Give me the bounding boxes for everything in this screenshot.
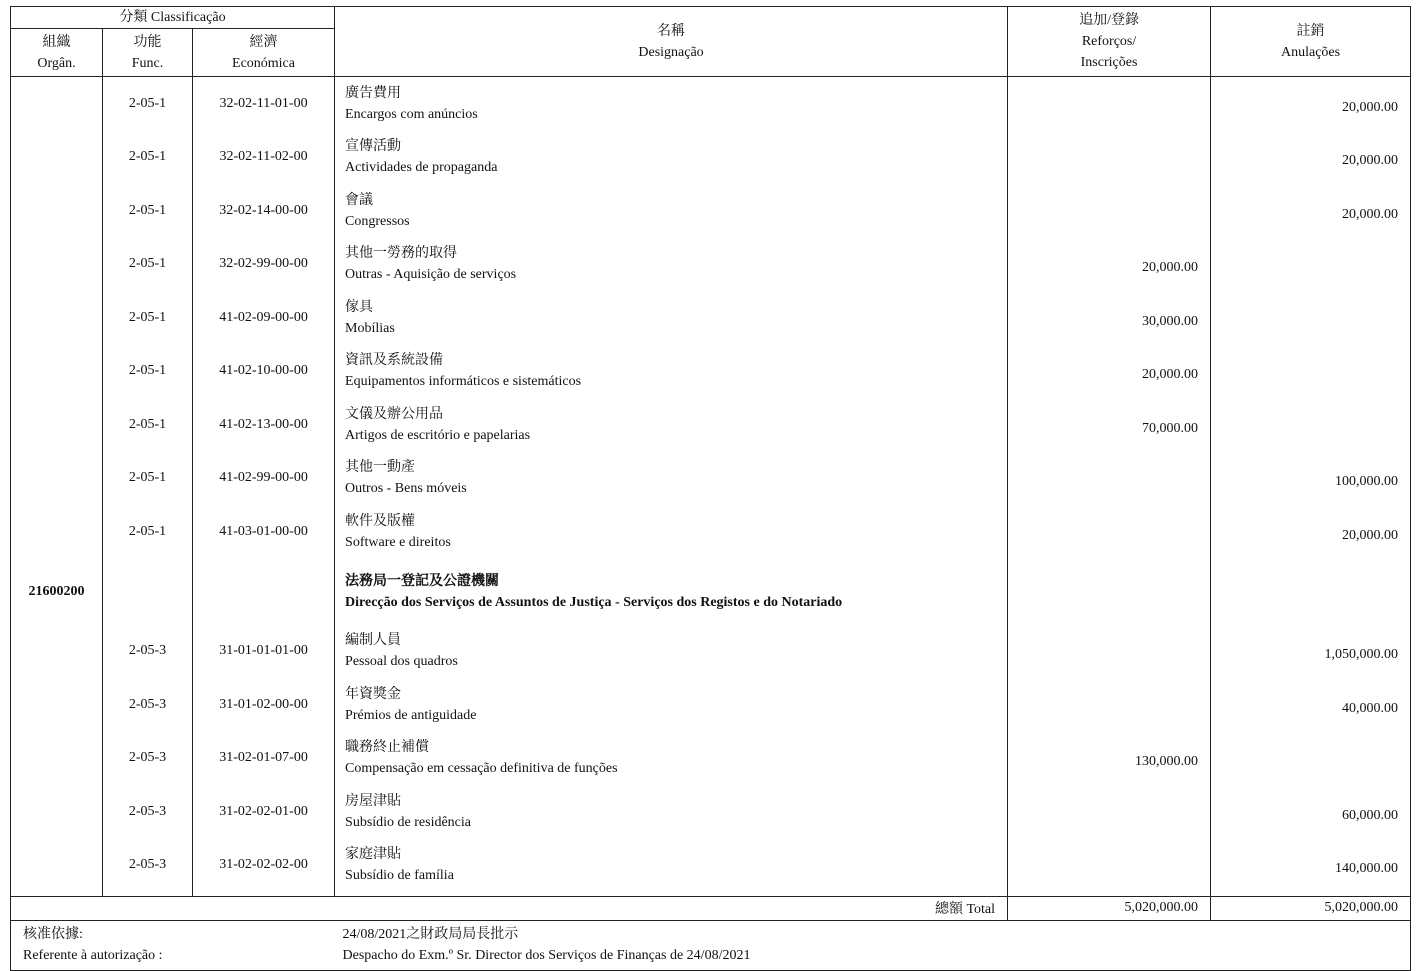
econ-code: 41-02-13-00-00 bbox=[193, 398, 335, 452]
authorization-label bbox=[11, 920, 335, 970]
func-code: 2-05-1 bbox=[103, 452, 193, 506]
func-code: 2-05-1 bbox=[103, 77, 193, 131]
table-row bbox=[11, 131, 1411, 185]
econ-code: 31-02-02-02-00 bbox=[193, 839, 335, 893]
organ-cell bbox=[11, 77, 103, 131]
table-row bbox=[11, 678, 1411, 732]
designation-pt: Compensação em cessação definitiva de funções bbox=[345, 761, 618, 777]
reinforcements-zh: 追加/登錄 bbox=[1079, 13, 1139, 28]
table-row bbox=[11, 785, 1411, 839]
organ-cell bbox=[11, 398, 103, 452]
func-header bbox=[103, 29, 193, 77]
func-code: 2-05-3 bbox=[103, 785, 193, 839]
designation-pt: Actividades de propaganda bbox=[345, 160, 498, 176]
designation-pt: Mobílias bbox=[345, 320, 395, 336]
table-row bbox=[11, 398, 1411, 452]
econ-code: 41-02-09-00-00 bbox=[193, 291, 335, 345]
designation-cell bbox=[335, 839, 1008, 893]
econ-code: 41-02-10-00-00 bbox=[193, 345, 335, 399]
organ-cell bbox=[11, 839, 103, 893]
designation-cell bbox=[335, 131, 1008, 185]
designation-zh: 文儀及辦公用品 bbox=[345, 406, 444, 422]
econ-zh: 經濟 bbox=[249, 34, 278, 50]
designation-cell bbox=[335, 345, 1008, 399]
func-code: 2-05-1 bbox=[103, 345, 193, 399]
table-row bbox=[11, 505, 1411, 559]
authorization-value-pt: Despacho do Exm.º Sr. Director dos Serviços de Finanças de 24/08/2021 bbox=[342, 947, 751, 963]
organ-cell bbox=[11, 184, 103, 238]
econ-code: 41-02-99-00-00 bbox=[193, 452, 335, 506]
total-row bbox=[11, 896, 1411, 920]
func-code: 2-05-3 bbox=[103, 732, 193, 786]
total-reinforcements: 5,020,000.00 bbox=[1008, 896, 1211, 920]
designation-cell bbox=[335, 678, 1008, 732]
organ-cell bbox=[11, 131, 103, 185]
reinforcement-amount: 30,000.00 bbox=[1008, 291, 1211, 345]
cancellations-pt: Anulações bbox=[1280, 44, 1341, 60]
designation-zh: 廣告費用 bbox=[345, 85, 402, 101]
reinforcement-amount bbox=[1008, 625, 1211, 679]
func-code: 2-05-1 bbox=[103, 131, 193, 185]
designation-pt: Prémios de antiguidade bbox=[345, 707, 477, 723]
organ-cell bbox=[11, 732, 103, 786]
authorization-value-zh: 24/08/2021之財政局局長批示 bbox=[342, 926, 519, 942]
designation-zh: 職務終止補償 bbox=[345, 740, 430, 756]
reinforcement-amount bbox=[1008, 505, 1211, 559]
designation-zh: 年資獎金 bbox=[345, 686, 402, 702]
designation-pt: Pessoal dos quadros bbox=[345, 654, 458, 670]
organ-cell bbox=[11, 452, 103, 506]
designation-pt: Outras - Aquisição de serviços bbox=[345, 267, 517, 283]
table-row bbox=[11, 184, 1411, 238]
table-row bbox=[11, 625, 1411, 679]
reinforcement-amount bbox=[1008, 131, 1211, 185]
reinforcements-pt: Reforços/ bbox=[1081, 34, 1137, 49]
designation-cell bbox=[335, 291, 1008, 345]
econ-code: 41-03-01-00-00 bbox=[193, 505, 335, 559]
classification-header: 分類 Classificação bbox=[11, 7, 335, 29]
designation-cell bbox=[335, 785, 1008, 839]
organ-cell bbox=[11, 291, 103, 345]
designation-pt: Encargos com anúncios bbox=[345, 106, 478, 122]
econ-pt: Económica bbox=[232, 55, 295, 71]
econ-code: 32-02-11-01-00 bbox=[193, 77, 335, 131]
cancellation-amount bbox=[1211, 238, 1411, 292]
designation-pt: Equipamentos informáticos e sistemáticos bbox=[345, 374, 582, 390]
table-row bbox=[11, 345, 1411, 399]
cancellation-amount: 140,000.00 bbox=[1211, 839, 1411, 893]
designation-zh: 會議 bbox=[345, 192, 374, 208]
reinforcement-amount bbox=[1008, 77, 1211, 131]
designation-header bbox=[335, 7, 1008, 77]
cancellation-amount: 20,000.00 bbox=[1211, 131, 1411, 185]
organ-pt: Orgân. bbox=[37, 55, 76, 71]
func-code: 2-05-1 bbox=[103, 184, 193, 238]
func-code: 2-05-3 bbox=[103, 678, 193, 732]
designation-cell bbox=[335, 625, 1008, 679]
group-pt: Direcção dos Serviços de Assuntos de Justiça - Serviços dos Registos e do Notariado bbox=[345, 594, 843, 610]
inscriptions-pt: Inscrições bbox=[1080, 55, 1138, 70]
designation-pt: Congressos bbox=[345, 213, 410, 229]
cancellation-amount: 1,050,000.00 bbox=[1211, 625, 1411, 679]
cancellations-zh: 註銷 bbox=[1296, 23, 1325, 39]
cancellations-header bbox=[1211, 7, 1411, 77]
authorization-value bbox=[335, 920, 1411, 970]
econ-code: 32-02-11-02-00 bbox=[193, 131, 335, 185]
func-code: 2-05-3 bbox=[103, 625, 193, 679]
organ-cell bbox=[11, 505, 103, 559]
total-label: 總額 Total bbox=[11, 896, 1008, 920]
func-code: 2-05-1 bbox=[103, 505, 193, 559]
total-cancellations: 5,020,000.00 bbox=[1211, 896, 1411, 920]
table-row bbox=[11, 839, 1411, 893]
cancellation-amount bbox=[1211, 398, 1411, 452]
group-designation bbox=[335, 559, 1008, 625]
reinforcement-amount bbox=[1008, 678, 1211, 732]
reinforcement-amount: 70,000.00 bbox=[1008, 398, 1211, 452]
table-row bbox=[11, 238, 1411, 292]
table-row bbox=[11, 452, 1411, 506]
organ-cell bbox=[11, 678, 103, 732]
authorization-label-pt: Referente à autorização : bbox=[23, 947, 163, 963]
table-row bbox=[11, 291, 1411, 345]
func-zh: 功能 bbox=[133, 34, 162, 50]
cancellation-amount: 100,000.00 bbox=[1211, 452, 1411, 506]
reinforcement-amount: 130,000.00 bbox=[1008, 732, 1211, 786]
cancellation-amount bbox=[1211, 345, 1411, 399]
designation-zh: 編制人員 bbox=[345, 633, 402, 649]
designation-pt: Subsídio de família bbox=[345, 868, 454, 884]
organ-cell bbox=[11, 625, 103, 679]
designation-cell bbox=[335, 452, 1008, 506]
budget-table bbox=[10, 6, 1411, 971]
cancellation-amount: 60,000.00 bbox=[1211, 785, 1411, 839]
func-code: 2-05-1 bbox=[103, 238, 193, 292]
func-code: 2-05-1 bbox=[103, 291, 193, 345]
organ-cell bbox=[11, 238, 103, 292]
reinforcement-amount: 20,000.00 bbox=[1008, 345, 1211, 399]
designation-pt: Designação bbox=[638, 44, 704, 60]
designation-zh: 房屋津貼 bbox=[345, 793, 402, 809]
organ-cell bbox=[11, 785, 103, 839]
group-row bbox=[11, 559, 1411, 625]
reinforcements-header bbox=[1008, 7, 1211, 77]
econ-code: 32-02-14-00-00 bbox=[193, 184, 335, 238]
designation-pt: Outros - Bens móveis bbox=[345, 481, 467, 497]
func-code: 2-05-1 bbox=[103, 398, 193, 452]
organ-cell bbox=[11, 345, 103, 399]
designation-zh: 名稱 bbox=[657, 23, 686, 39]
cancellation-amount: 20,000.00 bbox=[1211, 77, 1411, 131]
table-row bbox=[11, 77, 1411, 131]
econ-code: 31-01-01-01-00 bbox=[193, 625, 335, 679]
reinforcement-amount bbox=[1008, 839, 1211, 893]
designation-cell bbox=[335, 398, 1008, 452]
authorization-row bbox=[11, 920, 1411, 970]
cancellation-amount: 20,000.00 bbox=[1211, 184, 1411, 238]
econ-header bbox=[193, 29, 335, 77]
func-pt: Func. bbox=[131, 55, 164, 71]
designation-zh: 家庭津貼 bbox=[345, 847, 402, 863]
designation-zh: 宣傳活動 bbox=[345, 139, 402, 155]
reinforcement-amount bbox=[1008, 785, 1211, 839]
organ-header bbox=[11, 29, 103, 77]
econ-code: 32-02-99-00-00 bbox=[193, 238, 335, 292]
organ-code: 21600200 bbox=[11, 559, 103, 625]
designation-cell bbox=[335, 184, 1008, 238]
designation-cell bbox=[335, 505, 1008, 559]
econ-code: 31-02-02-01-00 bbox=[193, 785, 335, 839]
designation-pt: Software e direitos bbox=[345, 534, 451, 550]
designation-cell bbox=[335, 732, 1008, 786]
reinforcement-amount bbox=[1008, 452, 1211, 506]
reinforcement-amount bbox=[1008, 184, 1211, 238]
reinforcement-amount: 20,000.00 bbox=[1008, 238, 1211, 292]
designation-cell bbox=[335, 238, 1008, 292]
designation-pt: Subsídio de residência bbox=[345, 814, 472, 830]
designation-zh: 軟件及版權 bbox=[345, 513, 416, 529]
organ-zh: 組織 bbox=[42, 34, 71, 50]
designation-cell bbox=[335, 77, 1008, 131]
econ-code: 31-01-02-00-00 bbox=[193, 678, 335, 732]
designation-pt: Artigos de escritório e papelarias bbox=[345, 427, 531, 443]
designation-zh: 傢具 bbox=[345, 299, 374, 315]
designation-zh: 資訊及系統設備 bbox=[345, 353, 444, 369]
designation-zh: 其他一勞務的取得 bbox=[345, 246, 458, 262]
cancellation-amount bbox=[1211, 291, 1411, 345]
table-row bbox=[11, 732, 1411, 786]
econ-code: 31-02-01-07-00 bbox=[193, 732, 335, 786]
designation-zh: 其他一動產 bbox=[345, 460, 416, 476]
cancellation-amount: 20,000.00 bbox=[1211, 505, 1411, 559]
cancellation-amount bbox=[1211, 732, 1411, 786]
cancellation-amount: 40,000.00 bbox=[1211, 678, 1411, 732]
func-code: 2-05-3 bbox=[103, 839, 193, 893]
group-zh: 法務局一登記及公證機關 bbox=[345, 573, 500, 589]
authorization-label-zh: 核准依據: bbox=[23, 926, 83, 942]
